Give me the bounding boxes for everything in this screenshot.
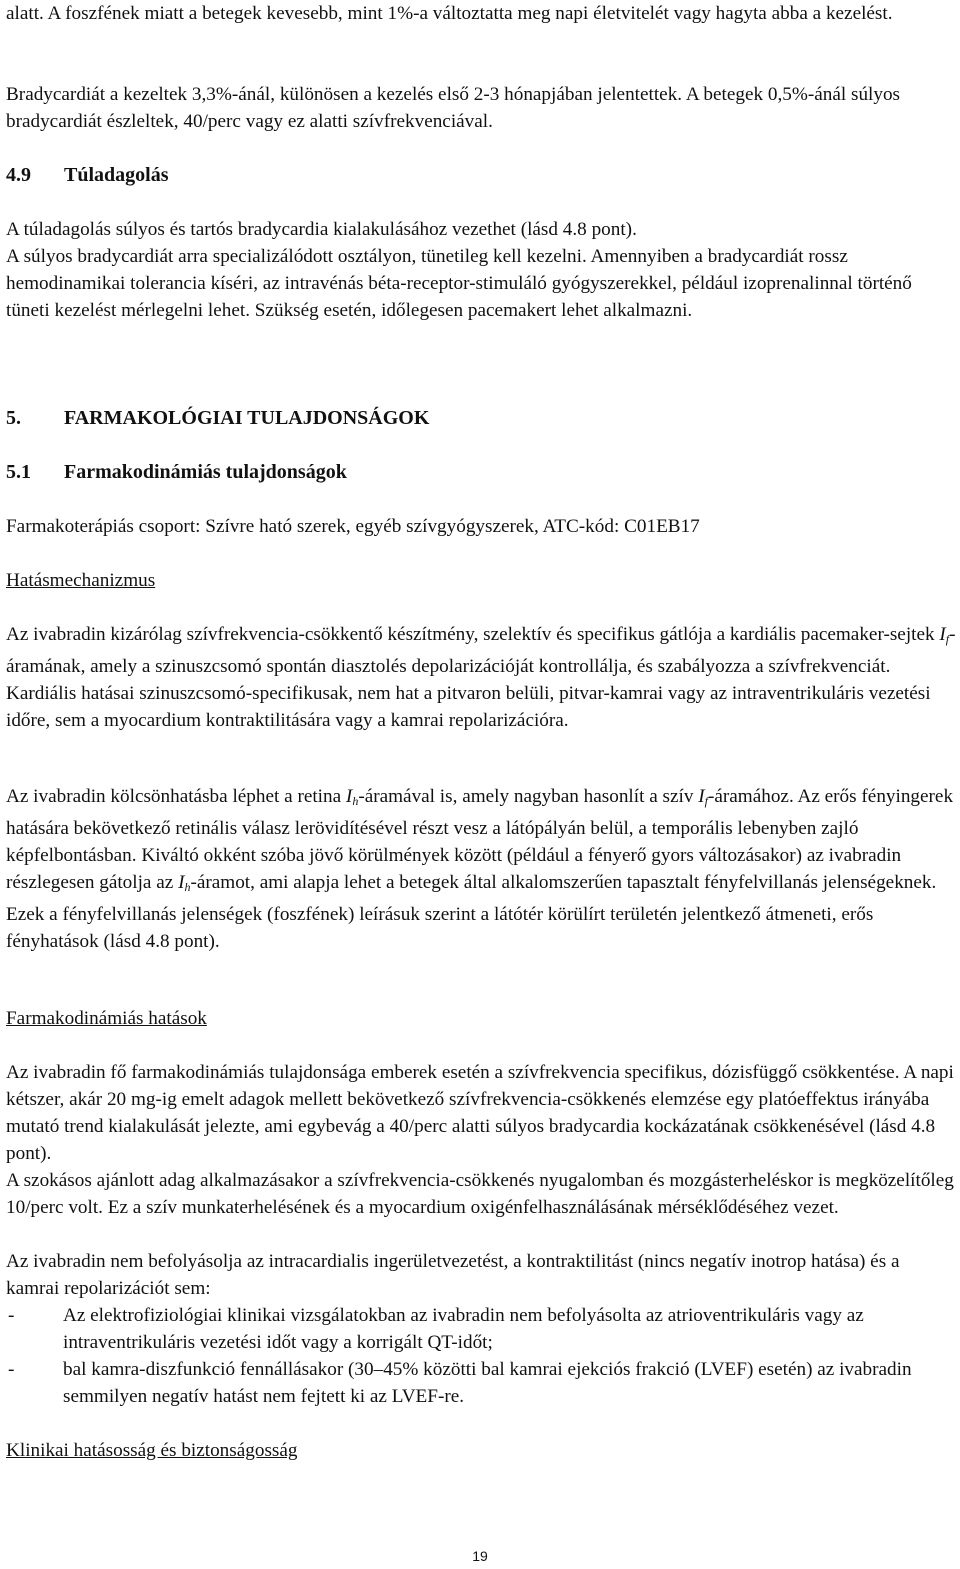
effects-list [6,1302,956,1410]
paragraph-phosphene-intro: alatt. A foszfének miatt a betegek kevesebb, mint 1%-a változtatta meg napi életvitelét vagy hagyta abba a kezelést. [6,3,893,24]
heading-4-9 [6,162,956,189]
paragraph-overdose-2: A súlyos bradycardiát arra specializálódott osztályon, tünetileg kell kezelni. Amennyiben a bradycardiát rossz hemodinamikai tolerancia kíséri, az intravénás béta-receptor-stimuláló gyógyszerekkel, például izoprenalinnal történő tüneti kezelést mérlegelni lehet. Szükség esetén, időlegesen pacemakert lehet alkalmazni. [6,246,912,321]
paragraph-overdose-1: A túladagolás súlyos és tartós bradycardia kialakulásához vezethet (lásd 4.8 pont). [6,219,637,240]
paragraph-main-property: Az ivabradin fő farmakodinámiás tulajdonsága emberek esetén a szívfrekvencia specifikus, dózisfüggő csökkentése. A napi kétszer, akár 20 mg-ig emelt adagok mellett bekövetkező szívfrekvencia-csökkenés elemzése egy platóeffektus irányába mutató trend kialakulását jelezte, ami egybevág a 40/perc alatti súlyos bradycardia kockázatának csökkenésével (lásd 4.8 pont). [6,1062,954,1164]
section-number: 4.9 [6,164,31,186]
paragraph-retina-current: Az ivabradin kölcsönhatásba léphet a retina $I_h$-áramával is, amely nagyban hasonlít a szív $I_f$-áramához. Az erős fényingerek hatására bekövetkező retinális válasz lerövidítésével részt vesz a látópályán belül, a temporális lebenyben zajló képfelbontásban. Kiváltó okként szóba jövő körülmények között (például a fényerő gyors változásakor) az ivabradin részlegesen gátolja az $I_h$-áramot, ami alapja lehet a betegek által alkalomszerűen tapasztalt fényfelvillanás jelenségeknek. Ezek a fényfelvillanás jelenségek (foszfének) leírásuk szerint a látótér körülírt területén jelentkező átmeneti, erős fényhatások (lásd 4.8 pont). [6,786,954,952]
paragraph-conduction: Az ivabradin nem befolyásolja az intracardialis ingerületvezetést, a kontraktilitást (nincs negatív inotrop hatása) és a kamrai repolarizációt sem: [6,1251,900,1299]
section-number: 5.1 [6,461,31,483]
paragraph-bradycardia-incidence: Bradycardiát a kezeltek 3,3%-ánál, különösen a kezelés első 2-3 hónapjában jelentettek. A betegek 0,5%-ánál súlyos bradycardiát észleltek, 40/perc vagy ez alatti szívfrekvenciával. [6,84,901,132]
section-title: Farmakodinámiás tulajdonságok [64,461,347,483]
paragraph-usual-dose: A szokásos ajánlott adag alkalmazásakor a szívfrekvencia-csökkenés nyugalomban és mozgásterheléskor is megközelítőleg 10/perc volt. Ez a szív munkaterhelésének és a myocardium oxigénfelhasználásának mérséklődéséhez vezet. [6,1170,954,1218]
heading-5-1 [6,459,956,486]
paragraph-atc-code: Farmakoterápiás csoport: Szívre ható szerek, egyéb szívgyógyszerek, ATC-kód: C01EB17 [6,516,700,537]
section-number: 5. [6,407,21,429]
section-title: Túladagolás [64,164,169,186]
list-item: - bal kamra-diszfunkció fennállásakor (30–45% közötti bal kamrai ejekciós frakció (LVEF) esetén) az ivabradin semmilyen negatív hatást nem fejtett ki az LVEF-re. [8,1359,912,1407]
list-item: - Az elektrofiziológiai klinikai vizsgálatokban az ivabradin nem befolyásolta az atrioventrikuláris vagy az intraventrikuláris vezetési időt vagy a korrigált QT-időt; [8,1305,864,1353]
subheading-mechanism: Hatásmechanizmus [6,570,156,591]
section-title: FARMAKOLÓGIAI TULAJDONSÁGOK [64,407,430,429]
heading-5 [6,405,956,432]
subheading-pharmacodynamic-effects: Farmakodinámiás hatások [6,1008,207,1029]
page-number: 19 [472,1548,488,1564]
subheading-clinical-efficacy: Klinikai hatásosság és biztonságosság [6,1440,298,1461]
paragraph-mechanism: Az ivabradin kizárólag szívfrekvencia-csökkentő készítmény, szelektív és specifikus gátlója a kardiális pacemaker-sejtek $I_f$-áramának, amely a szinuszcsomó spontán diasztolés depolarizációját kontrollálja, és szabályozza a szívfrekvenciát. Kardiális hatásai szinuszcsomó-specifikusak, nem hat a pitvaron belüli, pitvar-kamrai vagy az intraventrikuláris vezetési időre, sem a myocardium kontraktilitására vagy a kamrai repolarizációra. [6,624,956,731]
